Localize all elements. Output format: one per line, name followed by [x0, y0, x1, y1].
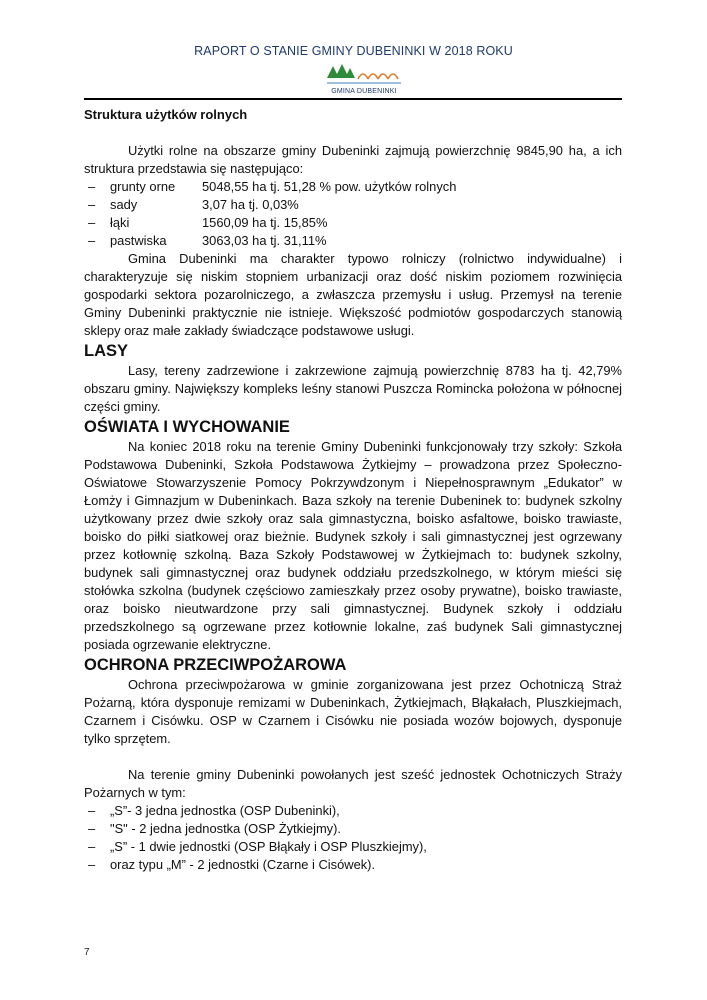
item-value: 1560,09 ha tj. 15,85%	[202, 215, 328, 230]
page-number: 7	[84, 947, 90, 958]
dash-bullet: –	[88, 803, 96, 818]
dash-bullet: –	[88, 857, 96, 872]
list-item	[84, 856, 622, 874]
dash-bullet: –	[88, 215, 96, 230]
page-header-title: RAPORT O STANIE GMINY DUBENINKI W 2018 ROKU	[194, 44, 513, 58]
item-value: 5048,55 ha tj. 51,28 % pow. użytków rolnych	[202, 179, 457, 194]
list-item	[84, 196, 622, 214]
item-text: "S" - 2 jedna jednostka (OSP Żytkiejmy).	[110, 821, 342, 836]
item-text: „S” - 1 dwie jednostki (OSP Błąkały i OSP Pluszkiejmy),	[110, 839, 427, 854]
dash-bullet: –	[88, 197, 96, 212]
list-item	[84, 232, 622, 250]
item-label: sady	[110, 197, 138, 212]
struktura-heading: Struktura użytków rolnych	[84, 107, 248, 122]
list-item	[84, 802, 622, 820]
struktura-list	[84, 178, 622, 250]
list-item	[84, 178, 622, 196]
dash-bullet: –	[88, 821, 96, 836]
item-label: łąki	[110, 215, 130, 230]
dash-bullet: –	[88, 233, 96, 248]
ochrona-paragraph-1: Ochrona przeciwpożarowa w gminie zorganizowana jest przez Ochotniczą Straż Pożarną, która dysponuje remizami w Dubeninkach, Żytkiejmach, Błąkałach, Pluszkiejmach, Czarnem i Cisówku. OSP w Czarnem i Cisówku nie posiada wozów bojowych, dysponuje tylko sprzętem.	[84, 677, 622, 746]
dash-bullet: –	[88, 839, 96, 854]
ochrona-list	[84, 802, 622, 874]
page-content	[84, 106, 622, 874]
oswiata-heading: OŚWIATA I WYCHOWANIE	[84, 418, 290, 436]
item-text: oraz typu „M” - 2 jednostki (Czarne i Cisówek).	[110, 857, 376, 872]
lasy-heading: LASY	[84, 342, 129, 360]
ochrona-paragraph-2: Na terenie gminy Dubeninki powołanych jest sześć jednostek Ochotniczych Straży Pożarnych w tym:	[84, 767, 622, 800]
struktura-intro: Użytki rolne na obszarze gminy Dubeninki zajmują powierzchnię 9845,90 ha, a ich struktura przedstawia się następująco:	[84, 143, 622, 176]
item-value: 3,07 ha tj. 0,03%	[202, 197, 299, 212]
lasy-paragraph: Lasy, tereny zadrzewione i zakrzewione zajmują powierzchnię 8783 ha tj. 42,79% obszaru gminy. Największy kompleks leśny stanowi Puszcza Romincka położona w północnej części gminy.	[84, 363, 622, 414]
logo-text: GMINA DUBENINKI	[331, 88, 397, 95]
oswiata-paragraph: Na koniec 2018 roku na terenie Gminy Dubeninki funkcjonowały trzy szkoły: Szkoła Podstawowa Dubeninki, Szkoła Podstawowa Żytkiejmy – prowadzona przez Społeczno-Oświatowe Stowarzyszenie Pomocy Pokrzywdzonym i Niepełnosprawnym „Edukator” w Łomży i Gimnazjum w Dubeninkach. Baza szkoły na terenie Dubeninek to: budynek szkolny użytkowany przez dwie szkoły oraz sala gimnastyczna, boisko asfaltowe, boisko trawiaste, boisko do piłki siatkowej oraz bieżnie. Budynek szkoły i sali gimnastycznej jest ogrzewany przez kotłownię szkolną. Baza Szkoły Podstawowej w Żytkiejmach to: budynek szkolny, budynek sali gimnastycznej oraz budynek oddziału przedszkolnego, w którym mieści się stołówka szkolna (budynek częściowo zamieszkały przez osoby prywatne), boisko trawiaste, oraz boisko nieutwardzone przy sali gimnastycznej. Budynek szkoły i oddziału przedszkolnego są ogrzewane przez kotłownie lokalne, zaś budynek Sali gimnastycznej posiada ogrzewanie elektryczne.	[84, 439, 622, 652]
list-item	[84, 838, 622, 856]
item-text: „S”- 3 jedna jednostka (OSP Dubeninki),	[110, 803, 340, 818]
item-label: pastwiska	[110, 233, 167, 248]
header-rule	[84, 98, 622, 100]
logo-arch-4	[388, 74, 398, 79]
logo-arch-2	[368, 74, 378, 79]
list-item	[84, 820, 622, 838]
item-value: 3063,03 ha tj. 31,11%	[202, 233, 327, 248]
logo-arch-1	[358, 74, 368, 79]
ochrona-heading: OCHRONA PRZECIWPOŻAROWA	[84, 656, 347, 674]
logo-graphic	[323, 64, 405, 88]
list-item	[84, 214, 622, 232]
logo-arch-3	[378, 74, 388, 79]
struktura-paragraph: Gmina Dubeninki ma charakter typowo rolniczy (rolnictwo indywidualne) i charakteryzuje się niskim stopniem urbanizacji oraz dość niskim poziomem rozwinięcia gospodarki sektora pozarolniczego, a zwłaszcza przemysłu i usług. Przemysł na terenie Gminy Dubeninki praktycznie nie istnieje. Większość podmiotów gospodarczych stanowią sklepy oraz małe zakłady świadczące podstawowe usługi.	[84, 251, 622, 338]
dash-bullet: –	[88, 179, 96, 194]
item-label: grunty orne	[110, 179, 176, 194]
gmina-logo	[323, 64, 405, 100]
